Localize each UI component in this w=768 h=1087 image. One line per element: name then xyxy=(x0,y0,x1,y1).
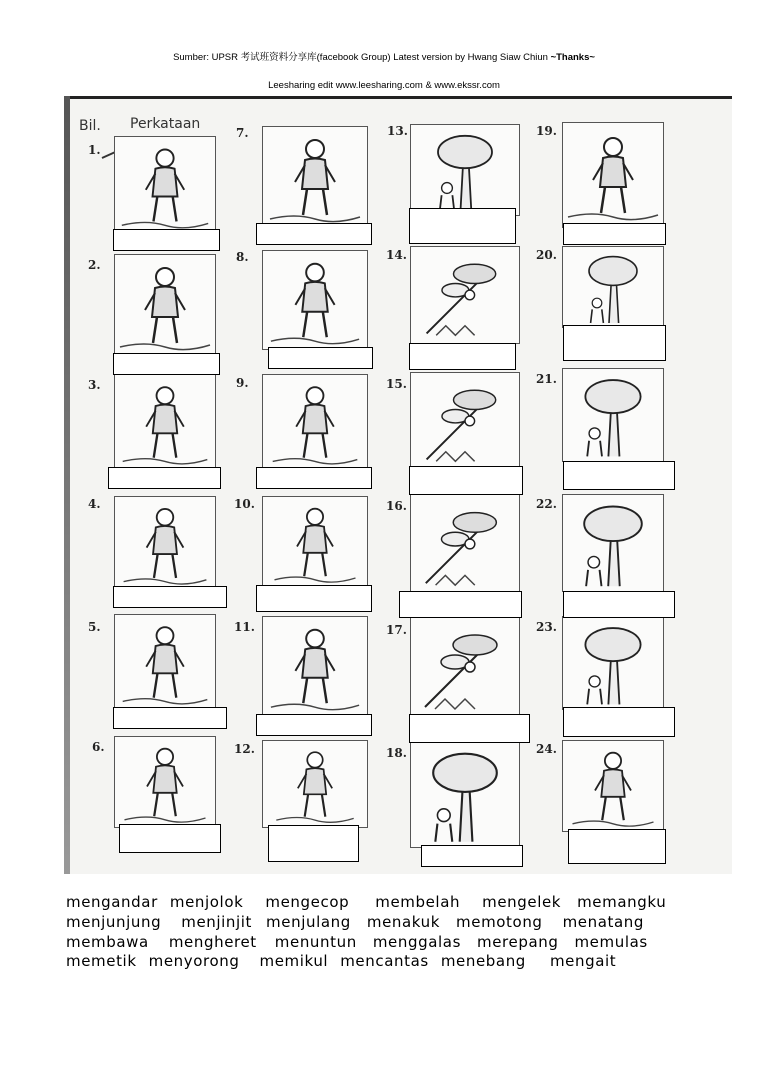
answer-box-15[interactable] xyxy=(409,466,523,495)
word: merepang xyxy=(477,932,559,951)
man-chopping-tree-icon xyxy=(563,495,663,591)
word: mencantas xyxy=(340,952,429,971)
picture-16 xyxy=(410,494,520,594)
man-splitting-wood-icon xyxy=(563,741,663,831)
item-number: 15. xyxy=(386,377,407,391)
pole-hooking-fruit-icon xyxy=(411,495,519,593)
word: memangku xyxy=(577,893,667,911)
answer-box-10[interactable] xyxy=(256,585,372,612)
woman-kneeling-floor-icon xyxy=(115,737,215,827)
word-bank-row xyxy=(66,913,746,933)
woman-carrying-tray-icon xyxy=(263,127,367,227)
picture-10 xyxy=(262,496,368,588)
perkataan-heading: Perkataan xyxy=(130,116,201,132)
word: menebang xyxy=(440,952,526,971)
item-number: 5. xyxy=(88,620,101,634)
item-number: 7. xyxy=(236,126,249,140)
picture-5 xyxy=(114,614,216,710)
boy-walking-bag-icon xyxy=(115,137,215,233)
boy-riding-bicycle-icon xyxy=(263,741,367,827)
answer-box-23[interactable] xyxy=(563,707,675,737)
item-number: 2. xyxy=(88,258,101,272)
picture-24 xyxy=(562,740,664,832)
answer-box-7[interactable] xyxy=(256,223,372,245)
item-number: 10. xyxy=(234,497,255,511)
answer-box-20[interactable] xyxy=(563,325,666,361)
man-hoeing-field-icon xyxy=(411,125,519,215)
item-number: 12. xyxy=(234,742,255,756)
answer-box-17[interactable] xyxy=(409,714,530,743)
item-number: 3. xyxy=(88,378,101,392)
answer-box-1[interactable] xyxy=(113,229,220,251)
man-carrying-child-shoulder-icon xyxy=(263,251,367,349)
word: mengait xyxy=(549,952,617,971)
answer-box-9[interactable] xyxy=(256,467,372,489)
item-number: 23. xyxy=(536,620,557,634)
man-carrying-child-icon xyxy=(115,615,215,709)
coconut-tree-icon xyxy=(411,741,519,847)
answer-box-5[interactable] xyxy=(113,707,227,729)
word-bank-row xyxy=(66,893,746,913)
word: memetik xyxy=(66,952,137,971)
word: menuntun xyxy=(274,932,357,951)
woman-carrying-bag-icon xyxy=(263,375,367,469)
item-number: 8. xyxy=(236,250,249,264)
man-tapping-rubber-icon xyxy=(563,247,663,327)
word: mengheret xyxy=(168,932,257,951)
word: mengelek xyxy=(482,893,562,911)
picture-23 xyxy=(562,616,664,710)
answer-box-11[interactable] xyxy=(256,714,372,736)
thanks-text: ~Thanks~ xyxy=(550,52,595,63)
hand-picking-fruit-icon xyxy=(411,247,519,343)
answer-box-14[interactable] xyxy=(409,343,516,370)
source-header xyxy=(0,49,768,63)
scan-top-border xyxy=(64,96,732,99)
picture-15 xyxy=(410,372,520,470)
bil-heading: Bil. xyxy=(79,118,101,134)
man-carrying-pole-baskets-icon xyxy=(263,497,367,587)
man-sawing-wood-icon xyxy=(563,123,663,227)
answer-box-13[interactable] xyxy=(409,208,516,244)
picture-2 xyxy=(114,254,216,356)
picture-7 xyxy=(262,126,368,228)
picture-14 xyxy=(410,246,520,344)
cutting-fruit-bunch-icon xyxy=(411,373,519,469)
palm-fruit-bunch-icon xyxy=(411,617,519,717)
picture-8 xyxy=(262,250,368,350)
item-number: 14. xyxy=(386,248,407,262)
word: membelah xyxy=(375,893,461,911)
source-header-text: Sumber: UPSR 考试班资料分享库(facebook Group) Latest version by Hwang Siaw Chiun xyxy=(173,52,551,63)
answer-box-21[interactable] xyxy=(563,461,675,490)
man-carrying-sack-icon xyxy=(115,497,215,589)
answer-box-22[interactable] xyxy=(563,591,675,618)
answer-box-16[interactable] xyxy=(399,591,522,618)
item-number: 6. xyxy=(92,740,105,754)
word: menjulang xyxy=(266,912,351,931)
man-cutting-tree-trunk-icon xyxy=(563,617,663,709)
item-number: 18. xyxy=(386,746,407,760)
word: menjinjit xyxy=(181,912,253,931)
word: membawa xyxy=(66,932,149,951)
item-number: 1. xyxy=(88,143,101,157)
boy-pulling-tyre-icon xyxy=(115,375,215,469)
picture-20 xyxy=(562,246,664,328)
word: menggalas xyxy=(372,932,462,951)
item-number: 24. xyxy=(536,742,557,756)
picture-4 xyxy=(114,496,216,590)
word: menjunjung xyxy=(66,912,162,931)
item-number: 11. xyxy=(234,620,255,634)
word-bank xyxy=(66,893,746,972)
word-bank-row xyxy=(66,952,746,972)
picture-11 xyxy=(262,616,368,716)
man-pushing-wheelchair-icon xyxy=(263,617,367,715)
picture-22 xyxy=(562,494,664,592)
word: menatang xyxy=(562,912,645,931)
edit-credit: Leesharing edit www.leesharing.com & www.ekssr.com xyxy=(268,80,500,91)
word-bank-row xyxy=(66,933,746,953)
picture-3 xyxy=(114,374,216,470)
word: menakuk xyxy=(366,912,441,931)
answer-box-18[interactable] xyxy=(421,845,523,867)
answer-box-19[interactable] xyxy=(563,223,666,245)
picture-13 xyxy=(410,124,520,216)
scan-left-shadow xyxy=(64,96,70,874)
picture-17 xyxy=(410,616,520,718)
girl-carrying-on-head-icon xyxy=(115,255,215,355)
answer-box-6[interactable] xyxy=(119,824,221,853)
word: mengandar xyxy=(66,893,158,911)
answer-box-24[interactable] xyxy=(568,829,666,864)
answer-box-3[interactable] xyxy=(108,467,221,489)
item-number: 21. xyxy=(536,372,557,386)
answer-box-4[interactable] xyxy=(113,586,227,608)
word: mengecop xyxy=(265,893,350,911)
item-number: 22. xyxy=(536,497,557,511)
man-trimming-hedge-icon xyxy=(563,369,663,461)
item-number: 19. xyxy=(536,124,557,138)
item-number: 4. xyxy=(88,497,101,511)
item-number: 13. xyxy=(387,124,408,138)
answer-box-2[interactable] xyxy=(113,353,220,375)
picture-9 xyxy=(262,374,368,470)
picture-21 xyxy=(562,368,664,462)
word: menjolok xyxy=(169,893,244,911)
word: memikul xyxy=(259,952,329,971)
word: memotong xyxy=(456,912,543,931)
item-number: 20. xyxy=(536,248,557,262)
picture-18 xyxy=(410,740,520,848)
word: menyorong xyxy=(148,952,240,971)
item-number: 16. xyxy=(386,499,407,513)
picture-19 xyxy=(562,122,664,228)
word: memulas xyxy=(574,932,648,951)
picture-6 xyxy=(114,736,216,828)
picture-12 xyxy=(262,740,368,828)
answer-box-12[interactable] xyxy=(268,825,359,862)
item-number: 17. xyxy=(386,623,407,637)
answer-box-8[interactable] xyxy=(268,347,373,369)
picture-1 xyxy=(114,136,216,234)
item-number: 9. xyxy=(236,376,249,390)
